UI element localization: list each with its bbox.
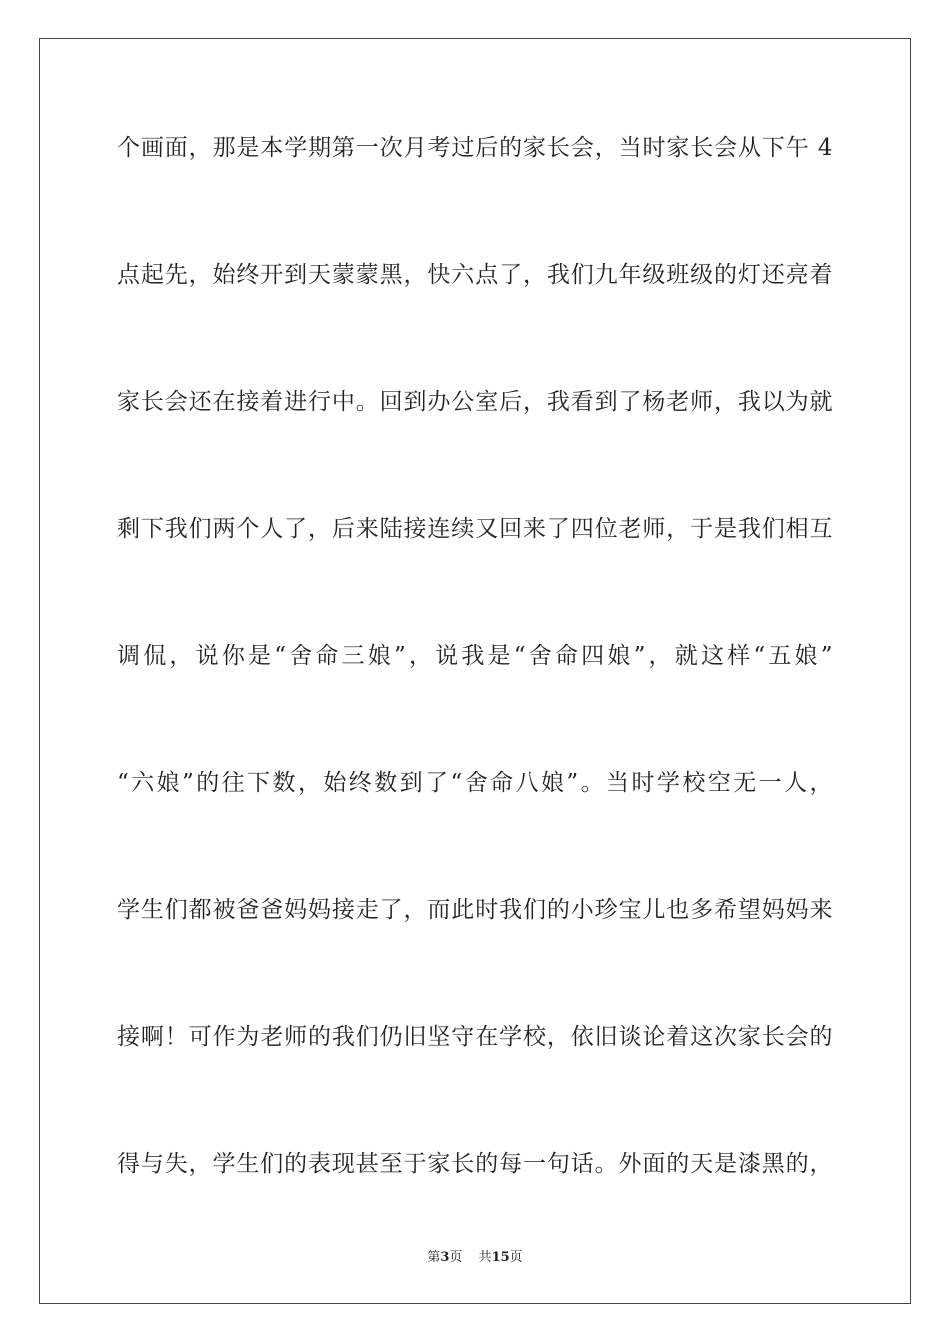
- text-line: 得与失，学生们的表现甚至于家长的每一句话。外面的天是漆黑的，: [117, 1151, 833, 1177]
- page-number: 3: [440, 1250, 450, 1265]
- text-line: 家长会还在接着进行中。回到办公室后，我看到了杨老师，我以为就: [117, 389, 833, 415]
- text-line: 点起先，始终开到天蒙蒙黑，快六点了，我们九年级班级的灯还亮着: [117, 262, 833, 288]
- total-label-suffix: 页: [509, 1250, 523, 1265]
- text-line: 接啊！可作为老师的我们仍旧坚守在学校，依旧谈论着这次家长会的: [117, 1024, 833, 1050]
- text-line: 剩下我们两个人了，后来陆接连续又回来了四位老师，于是我们相互: [117, 516, 833, 542]
- page-footer: [0, 1246, 950, 1265]
- document-body: [117, 118, 833, 1261]
- text-line: 学生们都被爸爸妈妈接走了，而此时我们的小珍宝儿也多希望妈妈来: [117, 897, 833, 923]
- text-line: 调侃，说你是“舍命三娘”，说我是“舍命四娘”，就这样“五娘”: [117, 643, 833, 669]
- total-indicator: [479, 1250, 523, 1265]
- page-label-prefix: 第: [427, 1250, 441, 1265]
- page-label-suffix: 页: [449, 1250, 463, 1265]
- text-line: 个画面，那是本学期第一次月考过后的家长会，当时家长会从下午 4: [117, 135, 833, 161]
- page-indicator: [427, 1250, 462, 1265]
- total-label-prefix: 共: [478, 1250, 492, 1265]
- text-line: “六娘”的往下数，始终数到了“舍命八娘”。当时学校空无一人，: [117, 770, 833, 796]
- total-pages: 15: [491, 1250, 510, 1265]
